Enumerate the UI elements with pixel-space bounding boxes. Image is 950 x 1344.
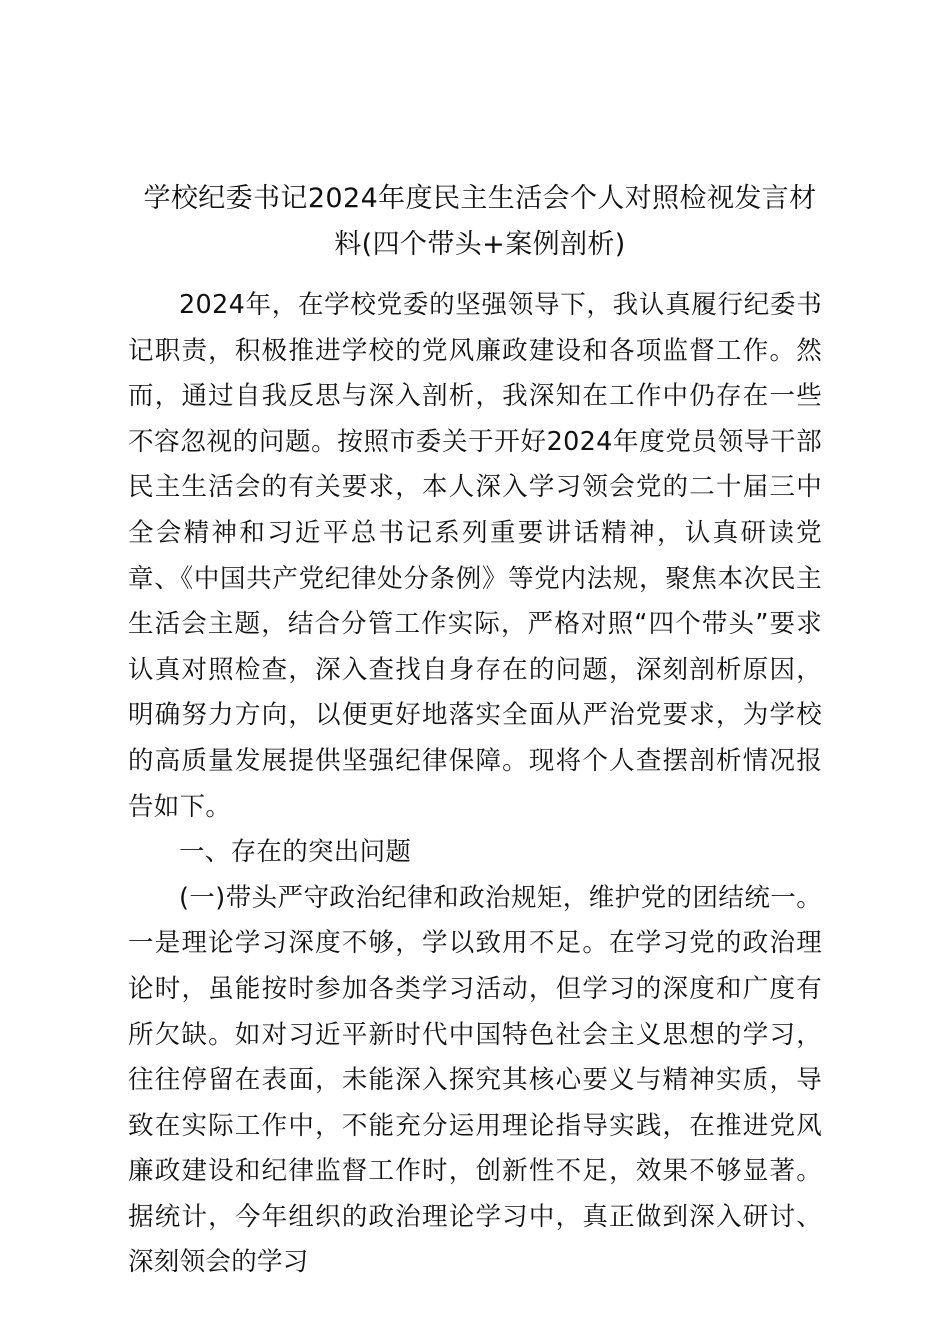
- section-heading: 一、存在的突出问题: [179, 837, 412, 868]
- intro-paragraph: 2024年，在学校党委的坚强领导下，我认真履行纪委书记职责，积极推进学校的党风廉政建设和各项监督工作。然而，通过自我反思与深入剖析，我深知在工作中仍存在一些不容忽视的问题。按照市委关于开好2024年度党员领导干部民主生活会的有关要求，本人深入学习领会党的二十届三中全会精神和习近平总书记系列重要讲话精神，认真研读党章、《中国共产党纪律处分条例》等党内法规，聚焦本次民主生活会主题，结合分管工作实际，严格对照“四个带头”要求认真对照检查，深入查找自身存在的问题，深刻剖析原因，明确努力方向，以便更好地落实全面从严治党要求，为学校的高质量发展提供坚强纪律保障。现将个人查摆剖析情况报告如下。: [128, 290, 822, 822]
- document-title: 学校纪委书记2024年度民主生活会个人对照检视发言材料(四个带头+案例剖析): [143, 183, 817, 260]
- subsection-paragraph: (一)带头严守政治纪律和政治规矩，维护党的团结统一。一是理论学习深度不够，学以致用不足。在学习党的政治理论时，虽能按时参加各类学习活动，但学习的深度和广度有所欠缺。如对习近平新时代中国特色社会主义思想的学习，往往停留在表面，未能深入探究其核心要义与精神实质，导致在实际工作中，不能充分运用理论指导实践，在推进党风廉政建设和纪律监督工作时，创新性不足，效果不够显著。据统计，今年组织的政治理论学习中，真正做到深入研讨、深刻领会的学习: [128, 882, 822, 1278]
- document-body: [128, 283, 822, 1286]
